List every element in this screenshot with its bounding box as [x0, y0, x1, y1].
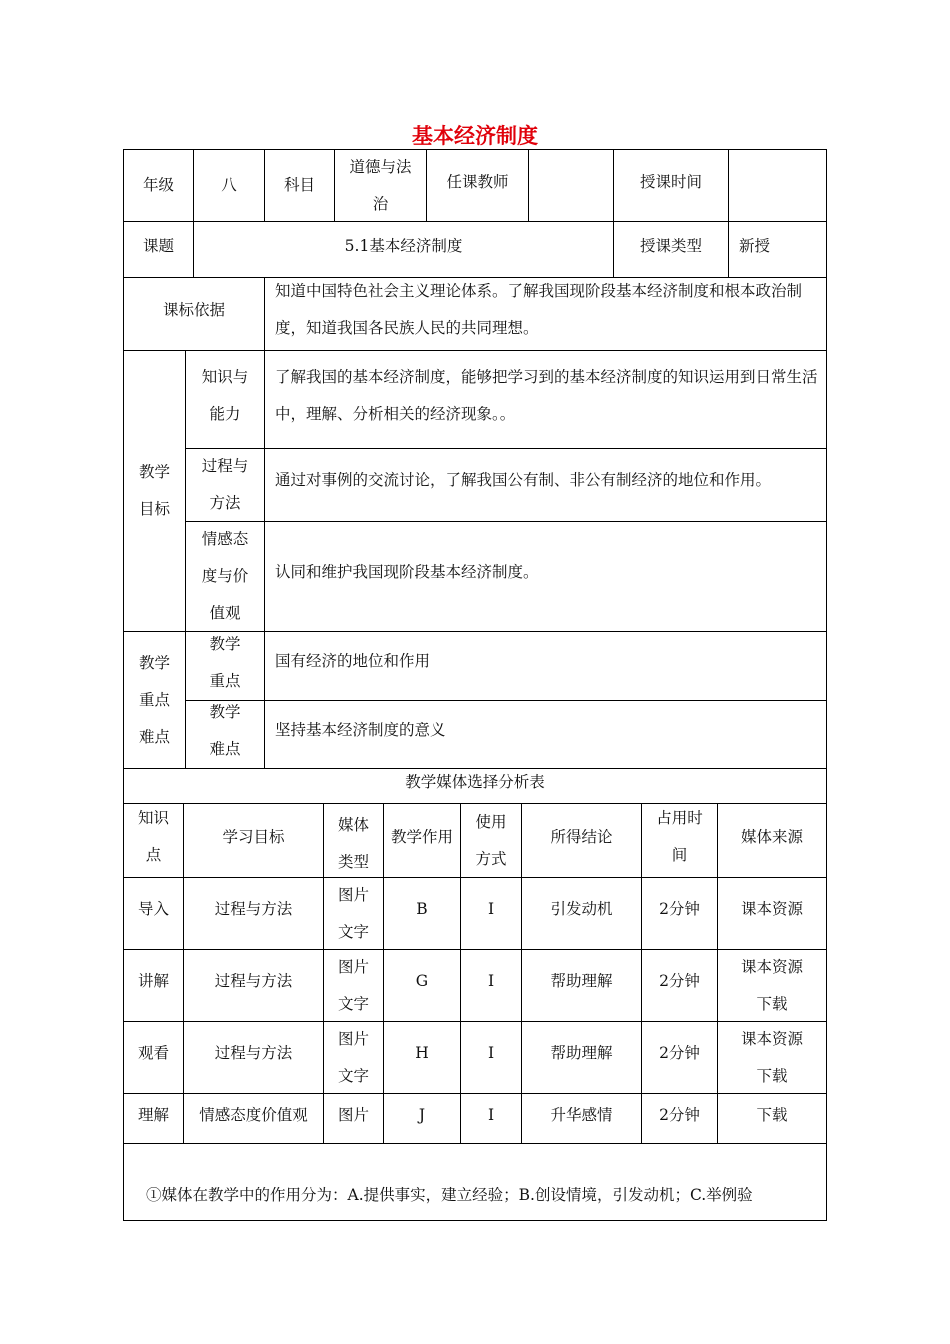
media-header-goal: 学习目标	[222, 827, 285, 846]
media-header-source: 媒体来源	[740, 827, 803, 846]
table-row-cell: J	[418, 1105, 426, 1124]
keypoints-label: 教学重点难点	[138, 653, 170, 746]
objective-text-knowledge: 了解我国的基本经济制度，能够把学习到的基本经济制度的知识运用到日常生活中，理解、分析相关的经济现象。。	[275, 368, 818, 423]
time-value	[729, 150, 826, 221]
table-row-cell: 课本资源下载	[740, 957, 803, 1013]
objective-text-process: 通过对事例的交流讨论，了解我国公有制、非公有制经济的地位和作用。	[275, 471, 772, 489]
table-row-cell: 理解	[137, 1105, 169, 1124]
table-row-cell: B	[416, 899, 428, 918]
subject-value: 道德与法治	[349, 157, 412, 213]
media-header-media-type: 媒体类型	[337, 816, 369, 871]
standard-label: 课标依据	[162, 300, 225, 319]
media-header-role: 教学作用	[390, 827, 453, 846]
table-row-cell: 帮助理解	[550, 971, 613, 990]
table-row-cell: 讲解	[137, 971, 169, 990]
keypoint-text-difficulty: 坚持基本经济制度的意义	[275, 720, 446, 739]
footnote: ①媒体在教学中的作用分为：A.提供事实，建立经验；B.创设情境，引发动机；C.举例验	[146, 1185, 753, 1204]
table-row-cell: 图片文字	[337, 1029, 369, 1085]
table-row-cell: 课本资源	[740, 899, 803, 918]
table-row-cell: 下载	[756, 1105, 788, 1124]
objective-label-knowledge: 知识与能力	[201, 368, 249, 423]
objective-text-emotion: 认同和维护我国现阶段基本经济制度。	[275, 562, 539, 581]
table-row-cell: 帮助理解	[550, 1043, 613, 1062]
table-row-cell: I	[487, 971, 495, 990]
objectives-label: 教学目标	[138, 463, 170, 518]
table-row-cell: 过程与方法	[214, 1043, 293, 1062]
media-header-conclusion: 所得结论	[550, 827, 613, 846]
media-table-caption: 教学媒体选择分析表	[405, 772, 545, 791]
table-row-cell: 图片文字	[337, 957, 369, 1013]
keypoint-label-focus: 教学重点	[209, 634, 241, 690]
table-row-cell: 观看	[137, 1043, 169, 1062]
teacher-value	[529, 150, 613, 221]
document-title: 基本经济制度	[412, 124, 538, 148]
table-row-cell: 图片文字	[337, 885, 369, 941]
objective-label-emotion: 情感态度与价值观	[201, 530, 249, 622]
table-row-cell: I	[487, 1105, 495, 1124]
table-row-cell: 2分钟	[659, 1043, 700, 1062]
media-header-knowledge-point: 知识点	[137, 809, 169, 864]
keypoint-label-difficulty: 教学难点	[209, 703, 241, 758]
table-row-cell: 2分钟	[659, 1105, 700, 1124]
table-row-cell: I	[487, 1043, 495, 1062]
table-row-cell: 导入	[137, 899, 169, 918]
table-row-cell: 图片	[337, 1105, 369, 1124]
objective-label-process: 过程与方法	[201, 457, 249, 512]
table-row-cell: 过程与方法	[214, 971, 293, 990]
table-row-cell: G	[415, 971, 429, 990]
table-row-cell: I	[487, 899, 495, 918]
grade-label: 年级	[142, 176, 174, 194]
time-label: 授课时间	[639, 172, 702, 191]
table-row-cell: 情感态度价值观	[199, 1105, 308, 1124]
table-row-cell: H	[415, 1043, 429, 1062]
grade-value: 八	[221, 176, 237, 194]
subject-label: 科目	[283, 176, 315, 194]
topic-label: 课题	[142, 236, 174, 255]
table-row-cell: 课本资源下载	[740, 1029, 803, 1085]
media-header-usage: 使用方式	[475, 813, 507, 868]
type-value: 新授	[739, 236, 771, 255]
table-row-cell: 过程与方法	[214, 899, 293, 918]
teacher-label: 任课教师	[446, 172, 509, 191]
media-header-time: 占用时间	[656, 809, 703, 864]
table-row-cell: 2分钟	[659, 899, 700, 918]
topic-value: 5.1基本经济制度	[344, 236, 463, 255]
table-row-cell: 引发动机	[550, 899, 613, 918]
type-label: 授课类型	[639, 236, 702, 255]
keypoint-text-focus: 国有经济的地位和作用	[275, 651, 431, 670]
standard-text: 知道中国特色社会主义理论体系。了解我国现阶段基本经济制度和根本政治制度，知道我国各民族人民的共同理想。	[275, 282, 803, 337]
table-row-cell: 升华感情	[550, 1105, 613, 1124]
table-row-cell: 2分钟	[659, 971, 700, 990]
